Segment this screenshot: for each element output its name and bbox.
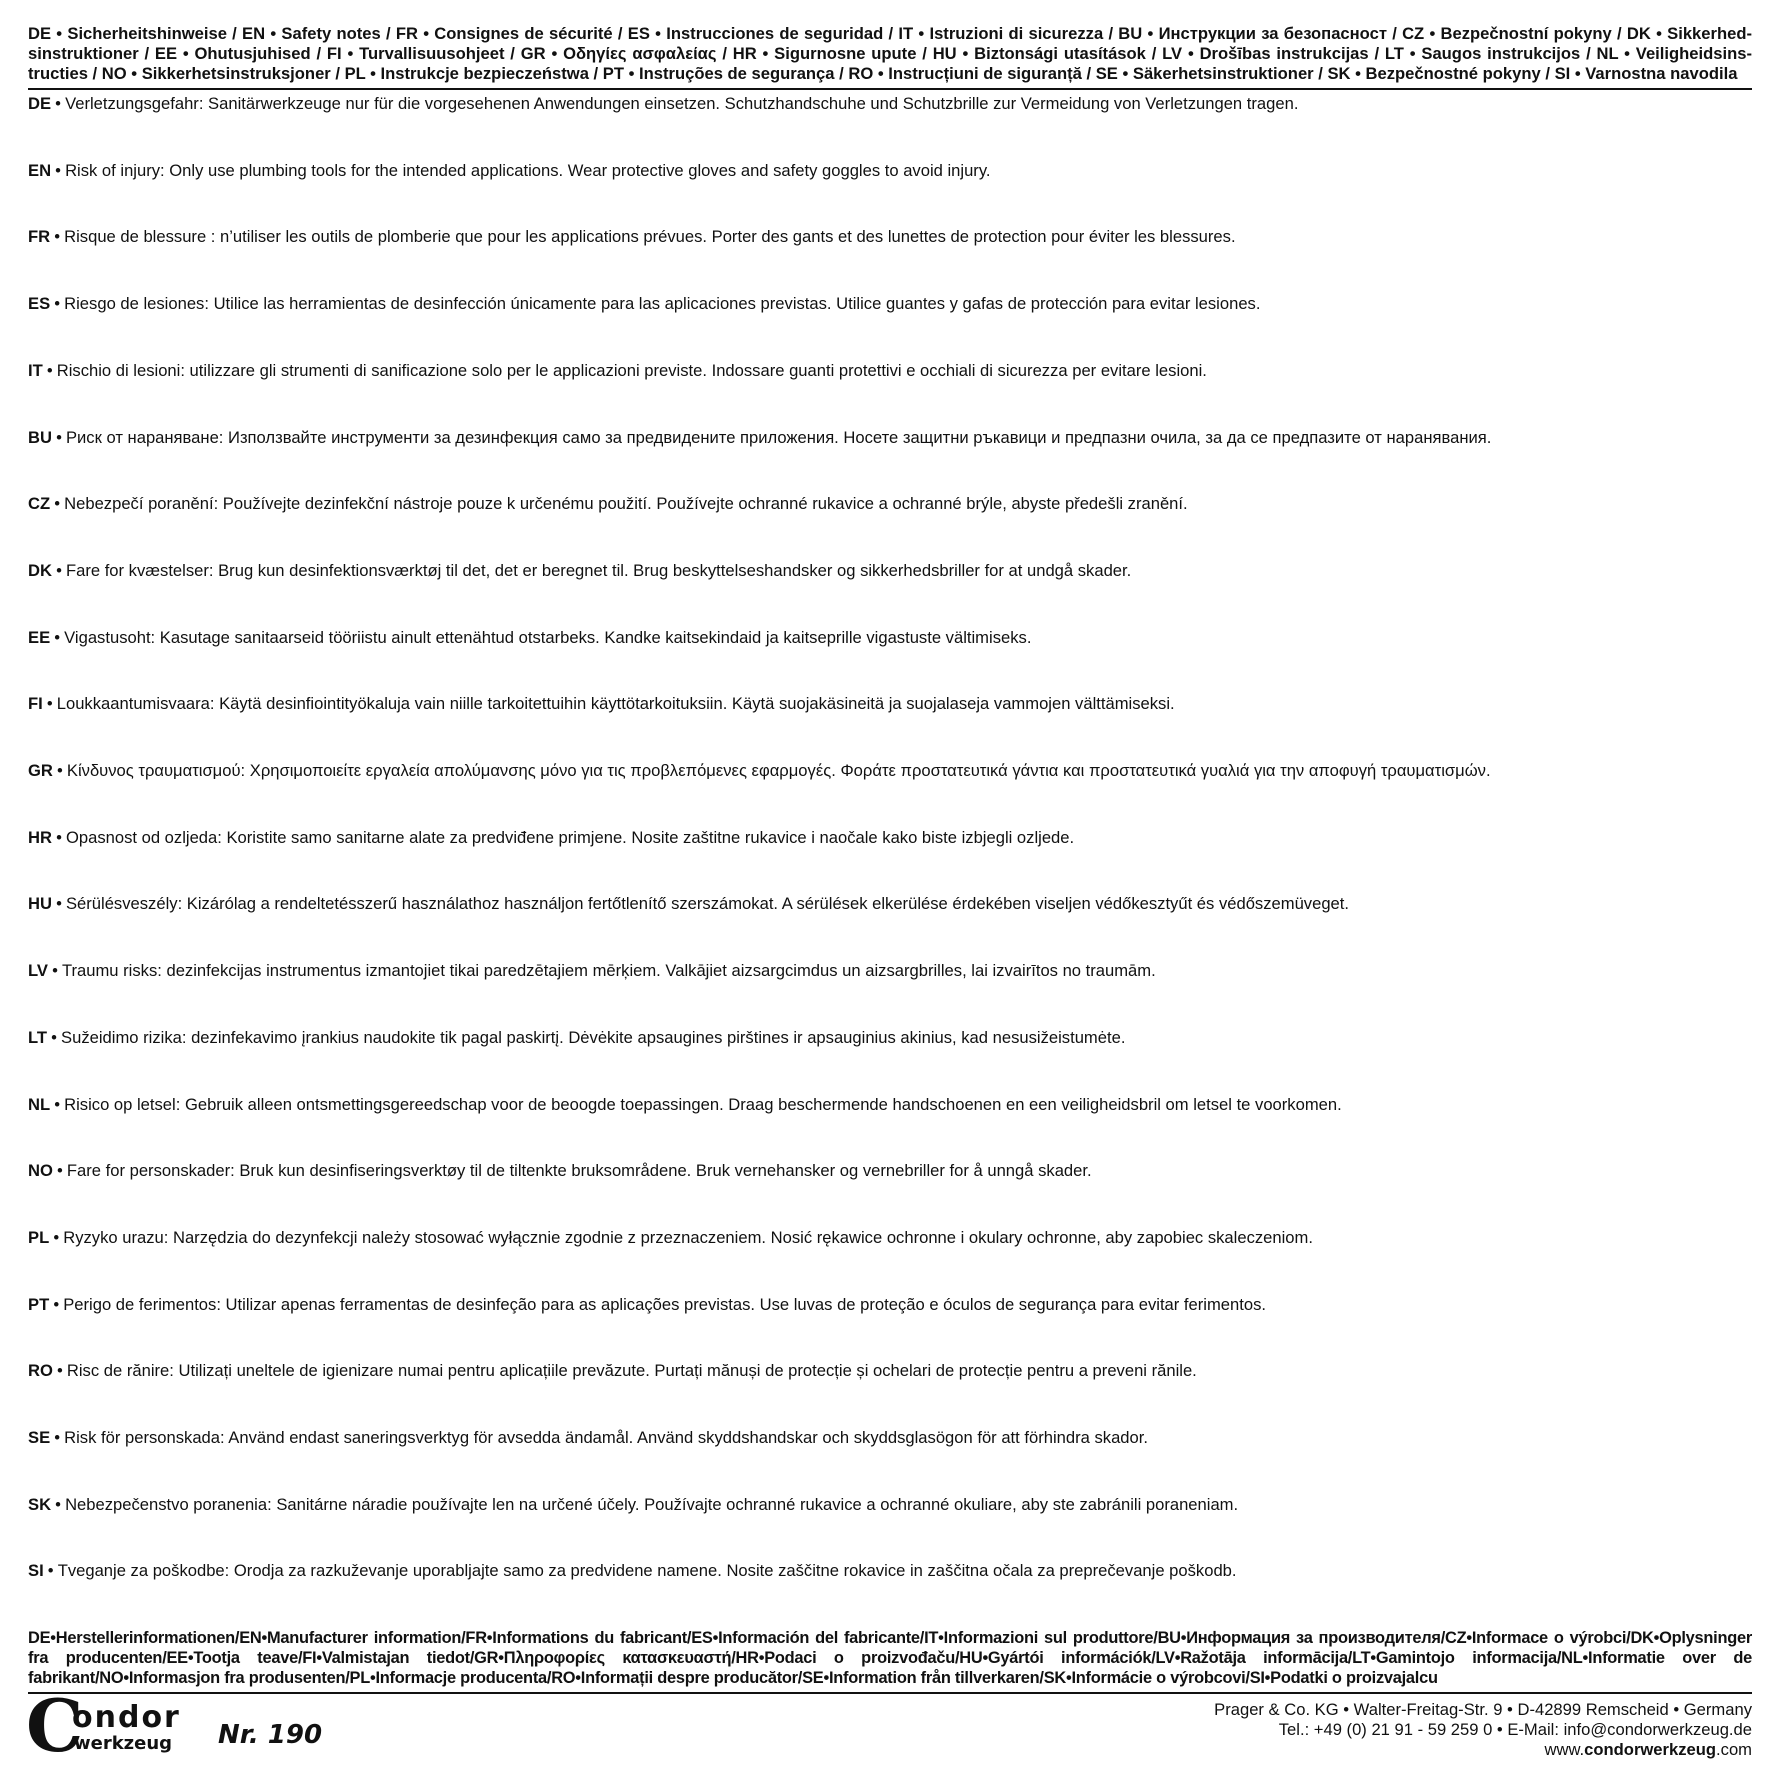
safety-note-ro (28, 1361, 1752, 1383)
language-code: HR (28, 827, 52, 847)
footer-divider (28, 1692, 1752, 1694)
safety-note-text: Sužeidimo rizika: dezinfekavimo įrankius naudokite tik pagal paskirtį. Dėvėkite apsaugines pirštines ir apsauginius akinius, kad nesusižeistumėte. (61, 1027, 1126, 1047)
safety-note-bu (28, 428, 1752, 450)
contact-line: Tel.: +49 (0) 21 91 - 59 259 0 • E-Mail: info@condorwerkzeug.de (1278, 1720, 1752, 1739)
document-page (28, 24, 1752, 90)
address-line: Prager & Co. KG • Walter-Freitag-Str. 9 • D-42899 Remscheid • Germany (1214, 1700, 1752, 1719)
bullet: • (56, 1161, 63, 1181)
safety-note-lt (28, 1028, 1752, 1050)
safety-note-text: Risque de blessure : n’utiliser les outils de plomberie que pour les applications prévues. Porter des gants et des lunettes de protection pour éviter les blessures. (64, 227, 1236, 247)
safety-note-pt (28, 1295, 1752, 1317)
language-code: PT (28, 1294, 50, 1314)
language-code: DE (28, 94, 52, 113)
model-number: Nr. 190 (218, 1720, 323, 1750)
safety-note-gr (28, 761, 1752, 783)
bullet: • (46, 694, 53, 714)
language-code: DK (28, 560, 52, 580)
bullet: • (56, 1361, 63, 1381)
safety-note-dk (28, 561, 1752, 583)
bullet: • (56, 427, 62, 447)
safety-note-text: Opasnost od ozljeda: Koristite samo sanitarne alate za predviđene primjene. Nosite zaštitne rukavice i naočale kako biste izbjegli ozljede. (65, 827, 1075, 847)
safety-note-fr (28, 227, 1752, 249)
bullet: • (56, 560, 62, 580)
language-code: EE (28, 627, 51, 647)
language-code: HU (28, 894, 52, 914)
bullet: • (54, 627, 61, 647)
bullet: • (54, 494, 61, 514)
safety-note-text: Sérülésveszély: Kizárólag a rendeltetésszerű használathoz használjon fertőtlenítő szerszámokat. A sérülések elkerülése érdekében viseljen védőkesztyűt és védőszemüveget. (65, 894, 1350, 914)
safety-note-lv (28, 961, 1752, 983)
safety-note-pl (28, 1228, 1752, 1250)
language-code: BU (28, 427, 52, 447)
logo-letter: C (26, 1683, 84, 1768)
safety-note-text: Risico op letsel: Gebruik alleen ontsmettingsgereedschap voor de beoogde toepassingen. Draag beschermende handschoenen en een veiligheidsbril om letsel te voorkomen. (64, 1094, 1342, 1114)
bullet: • (47, 1561, 54, 1581)
language-code: FI (28, 694, 43, 714)
manufacturer-info-heading: DE•Herstellerinformationen/EN•Manufacturer information/FR•Informations du fabricant/ES•Información del fabricante/IT•Informazioni sul produttore/BU•Информация за производителя/CZ•Informace o výrobci/DK•Oplysninger fra producenten/EE•Tootja teave/FI•Valmistajan tiedot/GR•Πληροφορίες κατασκευαστή/HR•Podaci o proizvođaču/HU•Gyártói információk/LV•Ražotāja informācija/LT•Gamintojo informacija/NL•Informatie over de fabrikant/NO•Informasjon fra produsenten/PL•Informacje producenta/RO•Informații despre producător/SE•Information från tillverkaren/SK•Informácie o výrobcovi/SI•Podatki o proizvajalcu (28, 1629, 1752, 1687)
safety-note-hr (28, 828, 1752, 850)
bullet: • (53, 1227, 60, 1247)
bullet: • (54, 1428, 61, 1447)
language-code: FR (28, 227, 51, 247)
safety-note-text: Riesgo de lesiones: Utilice las herramientas de desinfección únicamente para las aplicaciones previstas. Utilice guantes y gafas de protección para evitar lesiones. (64, 294, 1261, 314)
bullet: • (56, 894, 62, 914)
safety-note-no (28, 1161, 1752, 1183)
website-domain: condorwerkzeug (1584, 1740, 1717, 1759)
language-code: LT (28, 1027, 48, 1047)
safety-note-si (28, 1561, 1752, 1583)
bullet: • (55, 1494, 61, 1514)
language-code: GR (28, 761, 53, 780)
safety-note-text: Risc de rănire: Utilizați uneltele de igienizare numai pentru aplicațiile prevăzute. Purtați mănuși de protecție și ochelari de protecție pentru a preveni rănile. (66, 1361, 1197, 1381)
bullet: • (55, 160, 61, 180)
safety-note-sk (28, 1495, 1752, 1517)
safety-note-ee (28, 628, 1752, 650)
safety-note-text: Nebezpečí poranění: Používejte dezinfekční nástroje pouze k určenému použití. Používejte ochranné rukavice a ochranné brýle, abyste předešli zranění. (64, 494, 1188, 514)
safety-note-text: Loukkaantumisvaara: Käytä desinfiointityökaluja vain niille tarkoitettuihin käyttötarkoituksiin. Käytä suojakäsineitä ja suojalaseja vammojen välttämiseksi. (56, 694, 1175, 714)
logo-word-top: ondor (72, 1700, 181, 1735)
bullet: • (53, 1294, 60, 1314)
safety-note-se (28, 1428, 1752, 1450)
safety-note-cz (28, 494, 1752, 516)
heading-divider (28, 88, 1752, 90)
safety-notes-heading: DE • Sicherheitshinweise / EN • Safety notes / FR • Consignes de sécurité / ES • Instrucciones de seguridad / IT • Istruzioni di sicurezza / BU • Инструкции за безопасност / CZ • Bezpečnostní pokyny / DK • Sikkerhedsinstruktioner / EE • Ohutusjuhised / FI • Turvallisuusohjeet / GR • Οδηγίες ασφαλείας / HR • Sigurnosne upute / HU • Biztonsági utasítások / LV • Drošības instrukcijas / LT • Saugos instrukcijos / NL • Veiligheidsinstructies / NO • Sikkerhetsinstruksjoner / PL • Instrukcje bezpieczeństwa / PT • Instruções de segurança / RO • Instrucțiuni de siguranță / SE • Säkerhetsinstruktioner / SK • Bezpečnostné pokyny / SI • Varnostna navodila (28, 24, 1752, 83)
safety-note-text: Κίνδυνος τραυματισμού: Χρησιμοποιείτε εργαλεία απολύμανσης μόνο για τις προβλεπόμενες εφαρμογές. Φοράτε προστατευτικά γάντια και προστατευτικά γυαλιά για την αποφυγή τραυματισμών. (66, 761, 1491, 780)
safety-note-text: Traumu risks: dezinfekcijas instrumentus izmantojiet tikai paredzētajiem mērķiem. Valkājiet aizsargcimdus un aizsargbrilles, lai izvairītos no traumām. (61, 961, 1156, 981)
language-code: SE (28, 1428, 51, 1447)
bullet: • (54, 294, 61, 314)
language-code: SK (28, 1494, 52, 1514)
safety-note-text: Tveganje za poškodbe: Orodja za razkuževanje uporabljajte samo za predvidene namene. Nosite zaščitne rokavice in zaščitna očala za preprečevanje poškodb. (57, 1561, 1237, 1581)
website-prefix: www. (1544, 1740, 1585, 1759)
language-code: EN (28, 160, 52, 180)
safety-note-de (28, 94, 1752, 116)
safety-note-text: Ryzyko urazu: Narzędzia do dezynfekcji należy stosować wyłącznie zgodnie z przeznaczeniem. Nosić rękawice ochronne i okulary ochronne, aby zapobiec skaleczeniom. (63, 1227, 1313, 1247)
logo-word-bottom: werkzeug (74, 1733, 173, 1754)
safety-note-text: Risk of injury: Only use plumbing tools for the intended applications. Wear protective gloves and safety goggles to avoid injury. (65, 160, 991, 180)
bullet: • (54, 227, 61, 247)
website-link[interactable] (1214, 1740, 1752, 1760)
safety-note-en (28, 161, 1752, 183)
safety-note-text: Риск от нараняване: Използвайте инструменти за дезинфекция само за предвидените приложения. Носете защитни ръкавици и предпазни очила, за да се предпазите от наранявания. (65, 427, 1492, 447)
language-code: IT (28, 360, 43, 380)
language-code: LV (28, 961, 48, 981)
safety-note-text: Perigo de ferimentos: Utilizar apenas ferramentas de desinfeção para as aplicações previstas. Use luvas de proteção e óculos de segurança para evitar ferimentos. (63, 1294, 1266, 1314)
safety-note-hu (28, 894, 1752, 916)
safety-note-es (28, 294, 1752, 316)
bullet: • (51, 1027, 57, 1047)
language-code: NO (28, 1161, 53, 1181)
bullet: • (52, 961, 58, 981)
bullet: • (54, 1094, 61, 1114)
website-suffix: .com (1716, 1740, 1752, 1759)
bullet: • (46, 360, 53, 380)
language-code: PL (28, 1227, 50, 1247)
safety-note-text: Risk för personskada: Använd endast saneringsverktyg för avsedda ändamål. Använd skyddshandskar och skyddsglasögon för att förhindra skador. (64, 1428, 1148, 1447)
manufacturer-contact (1214, 1700, 1752, 1760)
safety-note-text: Fare for kvæstelser: Brug kun desinfektionsværktøj til det, det er beregnet til. Brug beskyttelseshandsker og sikkerhedsbriller for at undgå skader. (65, 560, 1132, 580)
language-code: ES (28, 294, 51, 314)
language-code: NL (28, 1094, 51, 1114)
language-code: SI (28, 1561, 44, 1581)
safety-note-text: Fare for personskader: Bruk kun desinfiseringsverktøy til de tiltenkte bruksområdene. Bruk vernehansker og vernebriller for å unngå skader. (66, 1161, 1092, 1181)
safety-note-fi (28, 694, 1752, 716)
condor-logo (26, 1683, 193, 1768)
safety-note-it (28, 361, 1752, 383)
language-code: RO (28, 1361, 53, 1381)
safety-note-text: Rischio di lesioni: utilizzare gli strumenti di sanificazione solo per le applicazioni previste. Indossare guanti protettivi e occhiali di sicurezza per evitare lesioni. (56, 360, 1207, 380)
bullet: • (55, 94, 61, 113)
bullet: • (56, 761, 63, 780)
safety-note-text: Verletzungsgefahr: Sanitärwerkzeuge nur für die vorgesehenen Anwendungen einsetzen. Schutzhandschuhe und Schutzbrille zur Vermeidung von Verletzungen tragen. (65, 94, 1299, 113)
bullet: • (56, 827, 62, 847)
language-code: CZ (28, 494, 51, 514)
safety-note-text: Vigastusoht: Kasutage sanitaarseid tööriistu ainult ettenähtud otstarbeks. Kandke kaitsekindaid ja kaitseprille vigastuste vältimiseks. (64, 627, 1032, 647)
safety-note-text: Nebezpečenstvo poranenia: Sanitárne náradie používajte len na určené účely. Používajte ochranné rukavice a ochranné okuliare, aby ste zabránili poraneniam. (65, 1494, 1239, 1514)
safety-note-nl (28, 1095, 1752, 1117)
